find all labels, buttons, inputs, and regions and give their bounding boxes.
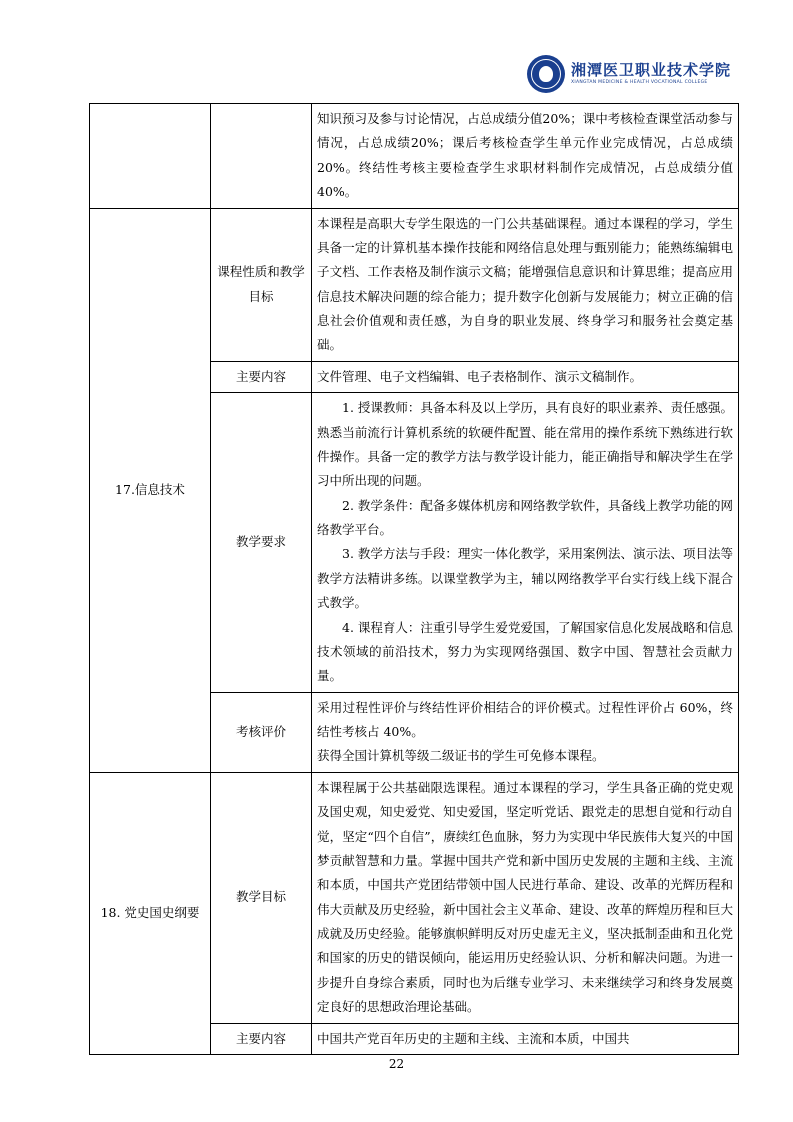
row-label-cell: 教学要求 <box>211 393 312 693</box>
course-name-cell <box>90 104 211 209</box>
requirement-paragraph: 2. 教学条件：配备多媒体机房和网络教学软件，具备线上教学功能的网络教学平台。 <box>317 497 733 537</box>
course-outline-table <box>89 103 739 1055</box>
row-body-cell: 本课程是高职大专学生限选的一门公共基础课程。通过本课程的学习，学生具备一定的计算机基本操作技能和网络信息处理与甄别能力；能熟练编辑电子文档、工作表格及制作演示文稿；能增强信息意识和计算思维；提高应用信息技术解决问题的综合能力；提升数字化创新与发展能力；树立正确的信息社会价值观和责任感，为自身的职业发展、终身学习和服务社会奠定基础。 <box>312 208 739 361</box>
row-body-cell <box>312 692 739 772</box>
row-label-cell: 主要内容 <box>211 361 312 392</box>
row-label-cell: 教学目标 <box>211 772 312 1023</box>
page-number: 22 <box>388 1057 405 1071</box>
requirement-paragraph: 4. 课程育人：注重引导学生爱党爱国，了解国家信息化发展战略和信息技术领域的前沿技术，努力为实现网络强国、数字中国、智慧社会贡献力量。 <box>317 619 733 684</box>
row-body-cell: 中国共产党百年历史的主题和主线、主流和本质，中国共 <box>312 1023 739 1054</box>
college-logo <box>527 55 731 93</box>
table-row <box>90 772 739 1023</box>
row-label-cell: 主要内容 <box>211 1023 312 1054</box>
logo-text-block <box>570 60 731 86</box>
row-body-cell <box>312 393 739 693</box>
logo-english-name: XIANGTAN MEDICINE & HEALTH VOCATIONAL COLLEGE <box>570 79 708 85</box>
table-row <box>90 208 739 361</box>
row-body-cell: 知识预习及参与讨论情况，占总成绩分值20%；课中考核检查课堂活动参与情况，占总成绩20%；课后考核检查学生单元作业完成情况，占总成绩20%。终结性考核主要检查学生求职材料制作完成情况，占总成绩分值40%。 <box>312 104 739 209</box>
requirement-paragraph: 1. 授课教师：具备本科及以上学历，具有良好的职业素养、责任感强。熟悉当前流行计算机系统的软硬件配置、能在常用的操作系统下熟练进行软件操作。具备一定的教学方法与教学设计能力，能正确指导和解决学生在学习中所出现的问题。 <box>317 400 733 489</box>
table-row <box>90 104 739 209</box>
course-name-cell: 17.信息技术 <box>90 208 211 772</box>
row-label-cell <box>211 104 312 209</box>
seal-icon <box>527 55 565 93</box>
row-label-cell: 课程性质和教学目标 <box>211 208 312 361</box>
assessment-paragraph: 获得全国计算机等级二级证书的学生可免修本课程。 <box>317 748 605 764</box>
course-name-cell: 18. 党史国史纲要 <box>90 772 211 1054</box>
row-body-cell: 文件管理、电子文档编辑、电子表格制作、演示文稿制作。 <box>312 361 739 392</box>
logo-chinese-name: 湘潭医卫职业技术学院 <box>570 60 731 79</box>
row-body-cell: 本课程属于公共基础限选课程。通过本课程的学习，学生具备正确的党史观及国史观，知史爱党、知史爱国，坚定听党话、跟党走的思想自觉和行动自觉，坚定“四个自信”，赓续红色血脉，努力为实现中华民族伟大复兴的中国梦贡献智慧和力量。掌握中国共产党和新中国历史发展的主题和主线、主流和本质，中国共产党团结带领中国人民进行革命、建设、改革的光辉历程和伟大贡献及历史经验，新中国社会主义革命、建设、改革的辉煌历程和巨大成就及历史经验。能够旗帜鲜明反对历史虚无主义，坚决抵制歪曲和丑化党和国家的历史的错误倾向，能运用历史经验认识、分析和解决问题。为进一步提升自身综合素质，同时也为后继专业学习、未来继续学习和终身发展奠定良好的思想政治理论基础。 <box>312 772 739 1023</box>
assessment-paragraph: 采用过程性评价与终结性评价相结合的评价模式。过程性评价占 60%，终结性考核占 40%。 <box>317 699 733 739</box>
requirement-paragraph: 3. 教学方法与手段：理实一体化教学，采用案例法、演示法、项目法等教学方法精讲多练。以课堂教学为主，辅以网络教学平台实行线上线下混合式教学。 <box>317 546 733 611</box>
row-label-cell: 考核评价 <box>211 692 312 772</box>
